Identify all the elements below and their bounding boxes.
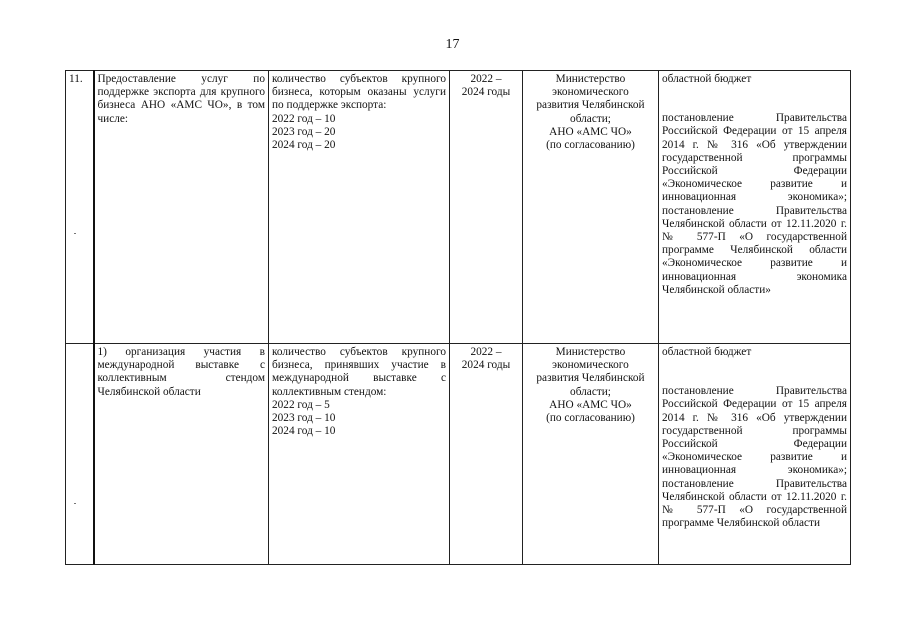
executor-line: АНО «АМС ЧО»: [549, 398, 632, 411]
indicator-cell: [269, 344, 450, 565]
indicator-value: 2022 год – 5: [272, 398, 330, 411]
indicator-cell: [269, 71, 450, 344]
executor-line: области;: [570, 112, 611, 125]
funding-source: областной бюджет: [662, 346, 752, 358]
period-cell: [450, 71, 523, 344]
funding-basis-cell: [659, 71, 851, 344]
indicator-text: количество субъектов крупного бизнеса, которым оказаны услуги по поддержке экспорта:: [272, 73, 446, 112]
executor-line: развития Челябинской: [536, 372, 645, 385]
legal-basis: постановление Правительства Российской Федерации от 15 апреля 2014 г. № 316 «Об утверждении государственной программы Российской Федерации «Экономическое развитие и инновационная экономика»; постановление Правительства Челябинской области от 12.11.2020 г. № 577-П «О государственной программе Челябинской области: [662, 385, 847, 530]
period-start: 2022 –: [470, 346, 502, 358]
period-end: 2024 годы: [461, 359, 511, 372]
table-row: [66, 344, 851, 565]
indicator-value: 2023 год – 10: [272, 412, 336, 425]
page-number: 17: [445, 37, 460, 52]
funding-basis-cell: [659, 344, 851, 565]
executor-line: экономического: [552, 359, 629, 372]
indicator-value: 2022 год – 10: [272, 112, 336, 125]
executor-line: области;: [570, 385, 611, 398]
funding-source: областной бюджет: [662, 73, 752, 85]
period-cell: [450, 344, 523, 565]
row-number: [66, 344, 94, 565]
executor-line: Министерство: [555, 346, 626, 358]
executor-cell: [523, 71, 659, 344]
indicator-text: количество субъектов крупного бизнеса, принявших участие в международной выставке с коллективным стендом:: [272, 346, 446, 398]
executor-line: Министерство: [555, 73, 626, 85]
event-cell: 1) организация участия в международной выставке с коллективным стендом Челябинской области: [94, 344, 269, 565]
legal-basis: постановление Правительства Российской Федерации от 15 апреля 2014 г. № 316 «Об утверждении государственной программы Российской Федерации «Экономическое развитие и инновационная экономика»; постановление Правительства Челябинской области от 12.11.2020 г. № 577-П «О государственной программе Челябинской области «Экономическое развитие и инновационная экономика Челябинской области»: [662, 112, 847, 296]
program-table: [65, 70, 851, 565]
period-end: 2024 годы: [461, 86, 511, 99]
event-cell: Предоставление услуг по поддержке экспорта для крупного бизнеса АНО «АМС ЧО», в том числе:: [94, 71, 269, 344]
row-number: 11.: [66, 71, 94, 344]
period-start: 2022 –: [470, 73, 502, 85]
executor-line: экономического: [552, 86, 629, 99]
executor-cell: [523, 344, 659, 565]
executor-line: АНО «АМС ЧО»: [549, 125, 632, 138]
indicator-value: 2024 год – 10: [272, 425, 336, 438]
table-row: [66, 71, 851, 344]
indicator-value: 2024 год – 20: [272, 139, 336, 152]
executor-line: (по согласованию): [546, 412, 635, 425]
executor-line: (по согласованию): [546, 139, 635, 152]
indicator-value: 2023 год – 20: [272, 125, 336, 138]
executor-line: развития Челябинской: [536, 99, 645, 112]
